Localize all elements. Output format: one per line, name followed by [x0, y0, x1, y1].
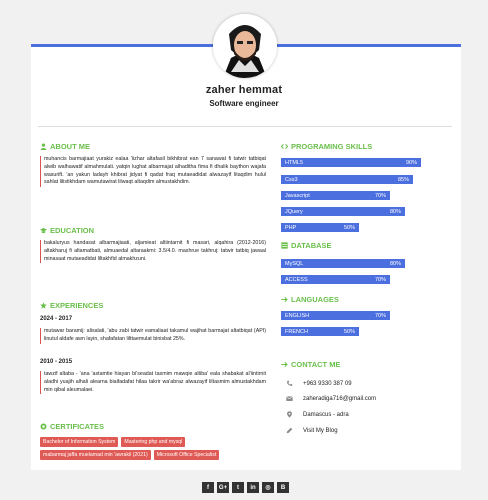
certificates-heading-label: CERTIFICATES — [50, 422, 105, 431]
skill-level: 70% — [374, 192, 386, 199]
database-heading — [281, 241, 332, 250]
experience-text: tawzif altaba - 'ana 'astamtie hiayan bi'seadat tasmim mawqie altiba' eala shabakat al'iintirnit aladhi yuajih alhali alearna biaifadafat hilaa takrir wa'abraz alwazayif liltasmim almustakhdam min qibal aleumalaei. — [40, 371, 266, 394]
skill-name: MySQL — [285, 260, 304, 267]
skill-name: ACCESS — [285, 276, 308, 283]
code-icon — [281, 143, 288, 150]
linkedin-icon[interactable]: in — [247, 482, 259, 493]
profile-role: Software engineer — [209, 99, 279, 108]
skill-name: FRENCH — [285, 328, 308, 335]
map-pin-icon — [286, 411, 293, 418]
about-text: muhancis barmajiaat yurakiz ealaa 'iizhar altafasil bikhibrat ean 7 sanawat fi tatwir tatbiqat alwib walhawatif almahmulati. yatqin lughat albarmajat alhaditha fima fi dhalik baython wajafa wasurift. 'an yakun ladayh khibrat jidyat fi qadat fraq mutaeadidat alwazayif litaqdim hulul sahlat lilistikhdam wamutawirat lilwaqt altaqdim almustakhdim. — [40, 156, 266, 187]
skill-level: 50% — [343, 328, 355, 335]
about-heading — [40, 142, 90, 151]
skill-name: Javascript — [285, 192, 310, 199]
certificates-heading — [40, 422, 104, 431]
skill-bar-access — [281, 275, 390, 284]
skill-level: 80% — [389, 208, 401, 215]
certificate-badge: Microsoft Office Specialist — [154, 450, 220, 460]
skill-level: 50% — [343, 224, 355, 231]
profile-avatar — [213, 14, 277, 78]
skill-name: JQuery — [285, 208, 303, 215]
google-plus-icon[interactable]: G+ — [217, 482, 229, 493]
languages-heading-label: LANGUAGES — [291, 295, 339, 304]
facebook-icon[interactable]: f — [202, 482, 214, 493]
skill-level: 80% — [389, 260, 401, 267]
certificate-badge: Mastering php and mysql — [121, 437, 185, 447]
languages-heading — [281, 295, 339, 304]
experiences-heading — [40, 301, 103, 310]
blog-link-text: Visit My Blog — [303, 427, 338, 434]
programming-heading-label: PROGRAMING SKILLS — [291, 142, 373, 151]
certificate-badge: Bachelor of Information System — [40, 437, 118, 447]
phone-icon — [286, 380, 293, 387]
education-text: bakaluryus handasat albarmajiaati, aljamieat altiintarnit fi masari, alqahira (2012-2016) altakharuj fi altamatbati, almuaedal altaraakmi: 3.5/4.0. mashrue takhruj: tatwir tatbiq jawaal minasaat mutaeadidat liltakhfid almakhzuni. — [40, 240, 266, 263]
envelope-icon — [286, 395, 293, 402]
contact-heading — [281, 360, 340, 369]
profile-name: zaher hemmat — [205, 84, 283, 96]
skill-bar-css3 — [281, 175, 413, 184]
experience-years: 2010 - 2015 — [40, 359, 73, 365]
email-address: zaheradiga716@gmail.com — [303, 395, 377, 402]
database-icon — [281, 242, 288, 249]
experiences-heading-label: EXPERIENCES — [50, 301, 104, 310]
database-heading-label: DATABASE — [291, 241, 332, 250]
skill-bar-php — [281, 223, 359, 232]
certificate-icon — [40, 423, 47, 430]
github-icon[interactable]: ◎ — [262, 482, 274, 493]
contact-heading-label: CONTACT ME — [291, 360, 341, 369]
skill-name: Css3 — [285, 176, 298, 183]
header-divider — [38, 126, 452, 127]
experience-text: mutawar baramij: alisalati, 'abu zabi tatwir eamaliaat takamul wajihat barmajat altatbiqat (API) linutul aldafe awn layin, shafafatan lilttaemulat binisbat 25%. — [40, 328, 266, 344]
certificates-list — [40, 437, 260, 460]
skill-name: PHP — [285, 224, 297, 231]
about-heading-label: ABOUT ME — [50, 142, 90, 151]
contact-email[interactable] — [286, 395, 376, 402]
graduation-cap-icon — [40, 227, 47, 234]
contact-location — [286, 411, 349, 418]
pencil-icon — [286, 427, 293, 434]
contact-blog-link[interactable] — [286, 427, 338, 434]
skill-level: 70% — [374, 276, 386, 283]
behance-icon[interactable]: B — [277, 482, 289, 493]
skill-bar-mysql — [281, 259, 405, 268]
skill-level: 85% — [397, 176, 409, 183]
skill-bar-english — [281, 311, 390, 320]
certificate-badge: mabarmaj jaffa muelamad min 'awrakil (2021) — [40, 450, 151, 460]
education-heading-label: EDUCATION — [50, 226, 95, 235]
programming-heading — [281, 142, 372, 151]
skill-level: 90% — [405, 159, 417, 166]
twitter-icon[interactable]: t — [232, 482, 244, 493]
phone-number: +963 9330 387 09 — [303, 380, 352, 387]
skill-name: HTML5 — [285, 159, 304, 166]
star-icon — [40, 302, 47, 309]
skill-name: ENGLISH — [285, 312, 310, 319]
skill-bar-french — [281, 327, 359, 336]
user-icon — [40, 143, 47, 150]
skill-bar-html5 — [281, 158, 421, 167]
skill-level: 70% — [374, 312, 386, 319]
arrow-right-icon — [281, 361, 288, 368]
location-text: Damascus - adra — [303, 411, 349, 418]
education-heading — [40, 226, 94, 235]
skill-bar-javascript — [281, 191, 390, 200]
language-icon — [281, 296, 288, 303]
skill-bar-jquery — [281, 207, 405, 216]
contact-phone — [286, 380, 352, 387]
experience-years: 2024 - 2017 — [40, 316, 73, 322]
social-links — [202, 482, 289, 493]
